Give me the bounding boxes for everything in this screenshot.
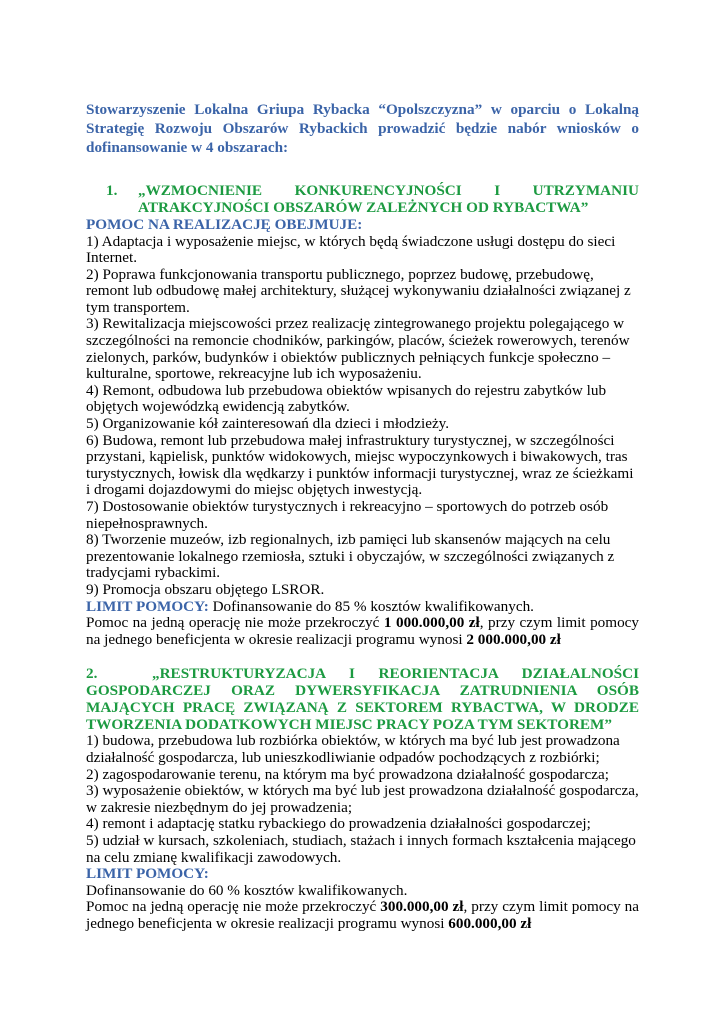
section-2-amount-1: 300.000,00 zł [380, 898, 464, 916]
list-item: 4) remont i adaptację statku rybackiego do prowadzenia działalności gospodarczej; [86, 815, 591, 833]
section-2-title [86, 665, 639, 733]
list-item: 6) Budowa, remont lub przebudowa małej infrastruktury turystycznej, w szczególności przystani, kąpielisk, punktów widokowych, miejsc wypoczynkowych i biwakowych, tras turystycznych, łowisk dla wędkarzy i punktów informacji turystycznej, wraz ze ścieżkami i drogami dojazdowymi do miejsc objętych inwestycją. [86, 431, 634, 499]
section-2-title-text: „RESTRUKTURYZACJA I REORIENTACJA DZIAŁALNOŚCI GOSPODARCZEJ ORAZ DYWERSYFIKACJA ZATRUDNIENIA OSÓB MAJĄCYCH PRACĘ ZWIĄZANĄ Z SEKTOREM RYBACTWA, W DRODZE TWORZENIA DODATKOWYCH MIEJSC PRACY POZA TYM SEKTOREM” [86, 665, 639, 734]
section-1-limit-paragraph [86, 615, 639, 648]
section-1-amount-2: 2 000.000,00 zł [466, 630, 561, 648]
section-2-item-list [86, 733, 639, 866]
list-item: 2) zagospodarowanie terenu, na którym ma być prowadzona działalność gospodarcza; [86, 765, 609, 783]
list-item: 5) Organizowanie kół zainteresowań dla dzieci i młodzieży. [86, 415, 450, 433]
section-1-title-line-2: ATRAKCYJNOŚCI OBSZARÓW ZALEŻNYCH OD RYBACTWA” [138, 199, 589, 216]
section-1-number: 1. [106, 182, 118, 199]
list-item: 7) Dostosowanie obiektów turystycznych i rekreacyjno – sportowych do potrzeb osób niepełnosprawnych. [86, 498, 609, 532]
section-2-amount-2: 600.000,00 zł [448, 914, 532, 932]
section-1-limit-label: LIMIT POMOCY: [86, 597, 209, 615]
list-item: 1) budowa, przebudowa lub rozbiórka obiektów, w których ma być lub jest prowadzona działalność gospodarcza, lub unieszkodliwianie odpadów pochodzących z rozbiórki; [86, 732, 620, 766]
section-1-item-list [86, 234, 639, 599]
list-item: 9) Promocja obszaru objętego LSROR. [86, 580, 325, 598]
section-1-amount-1: 1 000.000,00 zł [383, 614, 480, 632]
list-item: 8) Tworzenie muzeów, izb regionalnych, izb pamięci lub skansenów mających na celu prezentowanie lokalnego rzemiosła, sztuki i obyczajów, w szczególności związanych z tradycjami rybackimi. [86, 531, 615, 582]
section-2-number: 2. [86, 665, 98, 683]
section-1-para-part-b: , przy czym limit pomocy na jednego beneficjenta w okresie realizacji programu wynosi [86, 614, 640, 648]
list-item: 4) Remont, odbudowa lub przebudowa obiektów wpisanych do rejestru zabytków lub objętych wojewódzką ewidencją zabytków. [86, 381, 607, 416]
section-2-para-part-b: , przy czym limit pomocy na jednego beneficjenta w okresie realizacji programu wynosi [86, 898, 639, 932]
section-2-limit-label: LIMIT POMOCY: [86, 865, 209, 883]
list-item: 2) Poprawa funkcjonowania transportu publicznego, poprzez budowę, przebudowę, remont lub odbudowę małej architektury, służącej wykonywaniu działalności związanej z tym transportem. [86, 265, 631, 316]
list-item: 3) wyposażenie obiektów, w których ma być lub jest prowadzona działalność gospodarcza, w zakresie niezbędnym do jej prowadzenia; [86, 782, 639, 816]
section-1-title [86, 182, 639, 216]
section-1-title-line-1: „WZMOCNIENIE KONKURENCYJNOŚCI I UTRZYMANIU [138, 182, 639, 199]
section-1-limit [86, 599, 639, 616]
list-item: 1) Adaptacja i wyposażenie miejsc, w których będą świadczone usługi dostępu do sieci Internet. [86, 232, 616, 267]
section-1-limit-text: Dofinansowanie do 85 % kosztów kwalifikowanych. [208, 597, 534, 615]
section-2-para-part-a: Pomoc na jedną operację nie może przekroczyć [86, 898, 381, 916]
section-1-support-heading: POMOC NA REALIZACJĘ OBEJMUJE: [86, 216, 363, 233]
section-2-limit-text: Dofinansowanie do 60 % kosztów kwalifikowanych. [86, 881, 408, 899]
list-item: 3) Rewitalizacja miejscowości przez realizację zintegrowanego projektu polegającego w szczególności na remoncie chodników, parkingów, placów, ścieżek rowerowych, terenów zielonych, parków, budynków i obiektów publicznych pełniących funkcje społeczno – kulturalne, sportowe, rekreacyjne lub ich wyposażeniu. [86, 315, 630, 383]
list-item: 5) udział w kursach, szkoleniach, studiach, stażach i innych formach kształcenia mającego na celu zmianę kwalifikacji zawodowych. [86, 831, 636, 866]
section-2-limit-paragraph [86, 899, 639, 932]
section-1-para-part-a: Pomoc na jedną operację nie może przekroczyć [86, 614, 384, 632]
intro-paragraph: Stowarzyszenie Lokalna Griupa Rybacka “Opolszczyzna” w oparciu o Lokalną Strategię Rozwoju Obszarów Rybackich prowadzić będzie nabór wniosków o dofinansowanie w 4 obszarach: [86, 101, 639, 156]
